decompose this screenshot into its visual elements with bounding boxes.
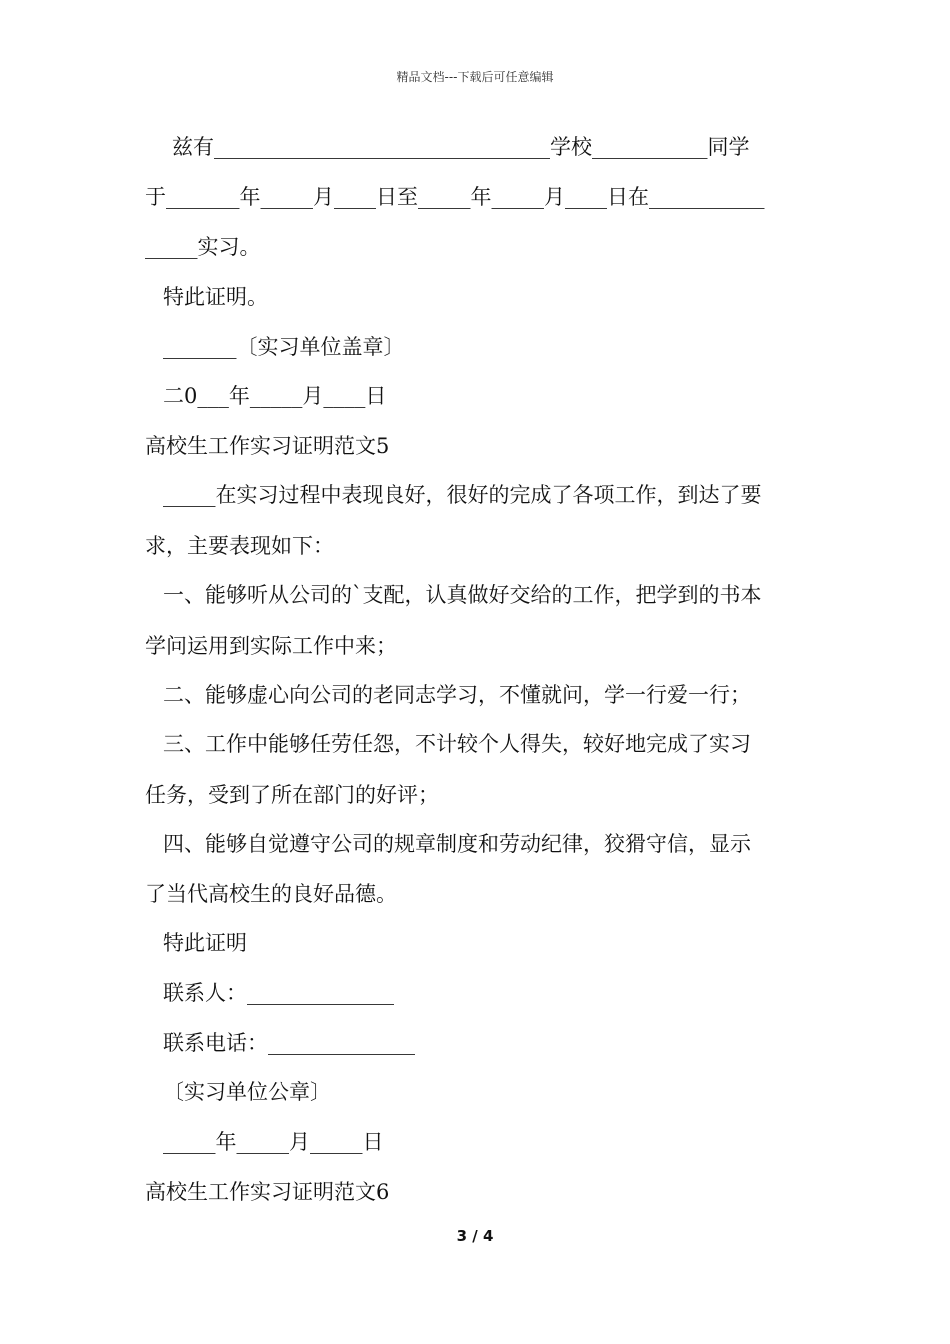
section-title: 高校生工作实习证明范文5 [145,434,390,458]
text-line: 四、能够自觉遵守公司的规章制度和劳动纪律，狡猾守信，显示 [163,832,751,856]
text-line: _____年_____月_____日 [163,1130,384,1154]
text-line: 了当代高校生的良好品德。 [145,882,397,906]
text-line: 〔实习单位公章〕 [163,1080,331,1104]
text-line: 于_______年_____月____日至_____年_____月____日在___________ [145,185,765,209]
text-line: 特此证明 [163,931,247,955]
text-line: 特此证明。 [163,285,268,309]
page-number: 3 / 4 [456,1227,494,1245]
text-line: 任务，受到了所在部门的好评； [145,783,439,807]
text-line: 二、能够虚心向公司的老同志学习，不懂就问，学一行爱一行； [163,683,751,707]
text-line: 学问运用到实际工作中来； [145,634,397,658]
text-line: _______〔实习单位盖章〕 [163,335,405,359]
text-line: 联系人：______________ [163,981,394,1005]
text-line: 一、能够听从公司的`支配，认真做好交给的工作，把学到的书本 [163,583,762,607]
section-title: 高校生工作实习证明范文6 [145,1180,390,1204]
text-line: 二0___年_____月____日 [163,384,387,408]
text-line: _____在实习过程中表现良好，很好的完成了各项工作，到达了要 [163,483,762,507]
text-line: _____实习。 [145,235,261,259]
page-header: 精品文档---下载后可任意编辑 [396,70,554,84]
text-line: 三、工作中能够任劳任怨，不计较个人得失，较好地完成了实习 [163,732,751,756]
text-line: 兹有________________________________学校___________同学 [172,135,750,159]
text-line: 求，主要表现如下： [145,534,334,558]
text-line: 联系电话：______________ [163,1031,415,1055]
